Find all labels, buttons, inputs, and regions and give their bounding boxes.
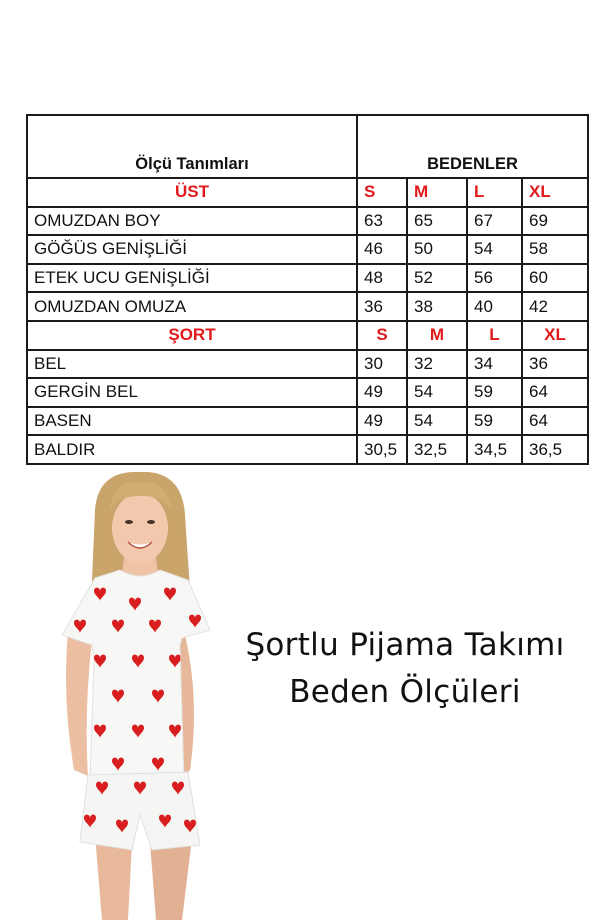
measure-value: 69 [522, 207, 588, 236]
measure-value: 63 [357, 207, 407, 236]
table-row [27, 350, 588, 379]
table-row [27, 292, 588, 321]
measure-value: 49 [357, 407, 407, 436]
measure-value: 54 [467, 235, 522, 264]
table-row [27, 264, 588, 293]
measure-value: 65 [407, 207, 467, 236]
measure-value: 58 [522, 235, 588, 264]
measure-value: 36,5 [522, 435, 588, 464]
header-sizes: BEDENLER [357, 115, 588, 178]
size-label: XL [522, 321, 588, 350]
measure-value: 59 [467, 407, 522, 436]
section-row-ust [27, 178, 588, 207]
caption-title: Şortlu Pijama Takımı [245, 627, 565, 663]
size-label: XL [522, 178, 588, 207]
measure-value: 64 [522, 407, 588, 436]
size-label: S [357, 321, 407, 350]
size-label: L [467, 178, 522, 207]
measure-value: 50 [407, 235, 467, 264]
size-label: M [407, 321, 467, 350]
measure-value: 34 [467, 350, 522, 379]
section-title: ŞORT [27, 321, 357, 350]
measure-label: GÖĞÜS GENİŞLİĞİ [27, 235, 357, 264]
model-photo [40, 470, 240, 920]
measure-label: GERGİN BEL [27, 378, 357, 407]
measure-value: 54 [407, 378, 467, 407]
measure-value: 30,5 [357, 435, 407, 464]
section-row-sort [27, 321, 588, 350]
measure-value: 60 [522, 264, 588, 293]
measure-value: 36 [522, 350, 588, 379]
measure-value: 34,5 [467, 435, 522, 464]
measure-label: BALDIR [27, 435, 357, 464]
table-row [27, 235, 588, 264]
measure-value: 49 [357, 378, 407, 407]
size-label: M [407, 178, 467, 207]
measure-label: OMUZDAN BOY [27, 207, 357, 236]
table-row [27, 207, 588, 236]
table-header-row [27, 115, 588, 178]
measure-label: BASEN [27, 407, 357, 436]
caption [230, 622, 580, 716]
measure-value: 48 [357, 264, 407, 293]
measure-value: 56 [467, 264, 522, 293]
measure-value: 30 [357, 350, 407, 379]
table-row [27, 378, 588, 407]
header-measurements: Ölçü Tanımları [27, 115, 357, 178]
measure-label: ETEK UCU GENİŞLİĞİ [27, 264, 357, 293]
measure-value: 32,5 [407, 435, 467, 464]
size-label: S [357, 178, 407, 207]
measure-value: 59 [467, 378, 522, 407]
measure-value: 67 [467, 207, 522, 236]
measure-value: 36 [357, 292, 407, 321]
measure-value: 40 [467, 292, 522, 321]
caption-subtitle: Beden Ölçüleri [289, 674, 521, 710]
table-row [27, 435, 588, 464]
size-chart-table [26, 114, 589, 465]
section-title: ÜST [27, 178, 357, 207]
measure-value: 52 [407, 264, 467, 293]
measure-value: 46 [357, 235, 407, 264]
size-label: L [467, 321, 522, 350]
measure-value: 32 [407, 350, 467, 379]
measure-value: 64 [522, 378, 588, 407]
measure-value: 38 [407, 292, 467, 321]
measure-value: 54 [407, 407, 467, 436]
measure-value: 42 [522, 292, 588, 321]
measure-label: BEL [27, 350, 357, 379]
measure-label: OMUZDAN OMUZA [27, 292, 357, 321]
table-row [27, 407, 588, 436]
